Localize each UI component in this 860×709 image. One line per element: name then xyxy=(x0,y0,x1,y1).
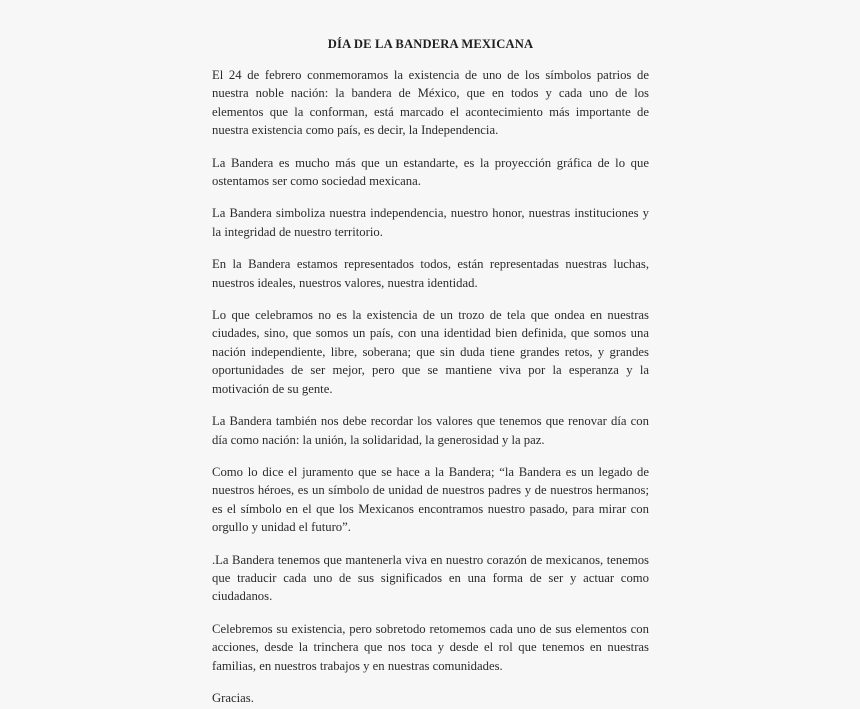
paragraph-5: Lo que celebramos no es la existencia de un trozo de tela que ondea en nuestras ciudades, sino, que somos un país, con una identidad bien definida, que somos una nación independiente, libre, soberana; que sin duda tiene grandes retos, y grandes oportunidades de ser mejor, pero que se mantiene viva por la esperanza y la motivación de su gente. xyxy=(212,308,649,396)
paragraph-8: .La Bandera tenemos que mantenerla viva en nuestro corazón de mexicanos, tenemos que traducir cada uno de sus significados en una forma de ser y actuar como ciudadanos. xyxy=(212,552,649,604)
paragraph-9: Celebremos su existencia, pero sobretodo retomemos cada uno de sus elementos con acciones, desde la trinchera que nos toca y desde el rol que tenemos en nuestras familias, en nuestros trabajos y en nuestras comunidades. xyxy=(212,621,649,673)
paragraph-2: La Bandera es mucho más que un estandarte, es la proyección gráfica de lo que ostentamos ser como sociedad mexicana. xyxy=(212,155,649,189)
document-text-column xyxy=(212,36,649,707)
paragraph-3: La Bandera simboliza nuestra independencia, nuestro honor, nuestras instituciones y la integridad de nuestro territorio. xyxy=(212,206,649,239)
paragraph-7: Como lo dice el juramento que se hace a la Bandera; “la Bandera es un legado de nuestros héroes, es un símbolo de unidad de nuestros padres y de nuestros hermanos; es el símbolo en el que los Mexicanos encontramos nuestro pasado, para mirar con orgullo y unidad el futuro”. xyxy=(212,464,649,535)
closing-line: Gracias. xyxy=(212,690,254,705)
paragraph-1: El 24 de febrero conmemoramos la existencia de uno de los símbolos patrios de nuestra noble nación: la bandera de México, que en todos y cada uno de los elementos que la conforman, está marcado el acontecimiento más importante de nuestra existencia como país, es decir, la Independencia. xyxy=(212,68,649,138)
page-title: DÍA DE LA BANDERA MEXICANA xyxy=(327,37,534,51)
paragraph-6: La Bandera también nos debe recordar los valores que tenemos que renovar día con día como nación: la unión, la solidaridad, la generosidad y la paz. xyxy=(212,414,649,447)
paragraph-4: En la Bandera estamos representados todos, están representadas nuestras luchas, nuestros ideales, nuestros valores, nuestra identidad. xyxy=(212,257,649,290)
